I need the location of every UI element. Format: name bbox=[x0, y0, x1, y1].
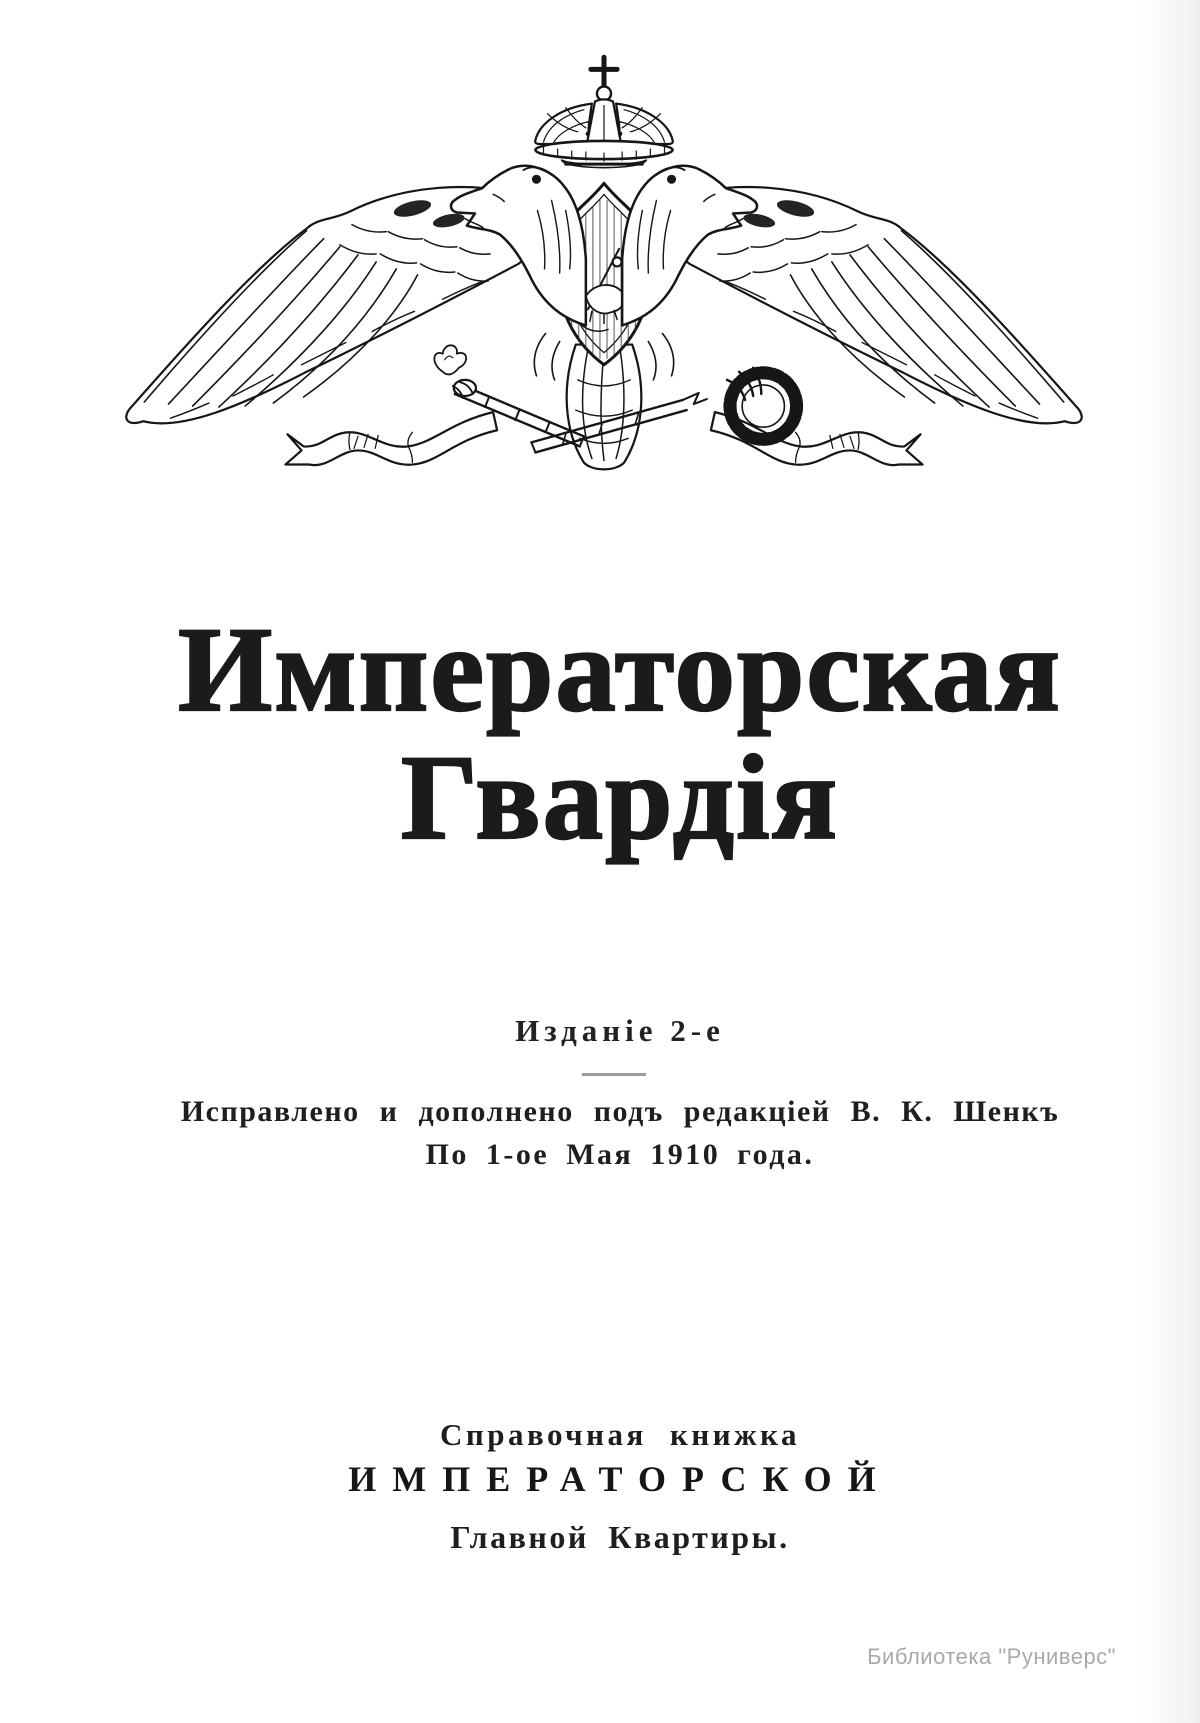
series-title-line1: Справочная книжка bbox=[439, 1417, 801, 1452]
laurel-wreath bbox=[727, 368, 797, 440]
book-title-line1: Императорская bbox=[178, 603, 1062, 738]
left-ribbon bbox=[285, 412, 497, 465]
section-divider-rule bbox=[582, 1073, 646, 1076]
series-title-line3: Главной Квартиры. bbox=[450, 1519, 790, 1555]
book-title-line2: Гвардія bbox=[400, 731, 840, 866]
edition-date-line: По 1-ое Мая 1910 года. bbox=[425, 1138, 815, 1171]
edition-line: Изданіе 2-е bbox=[515, 1013, 725, 1048]
imperial-double-headed-eagle-emblem bbox=[110, 46, 1098, 502]
eagle-engraving-svg bbox=[110, 46, 1098, 502]
library-watermark: Библиотека "Руниверс" bbox=[867, 1644, 1116, 1669]
series-title-line2: ИМПЕРАТОРСКОЙ bbox=[348, 1459, 892, 1499]
imperial-crown bbox=[535, 57, 673, 167]
editor-credit-line: Исправлено и дополнено подъ редакціей В. К. Шенкъ bbox=[180, 1095, 1060, 1128]
